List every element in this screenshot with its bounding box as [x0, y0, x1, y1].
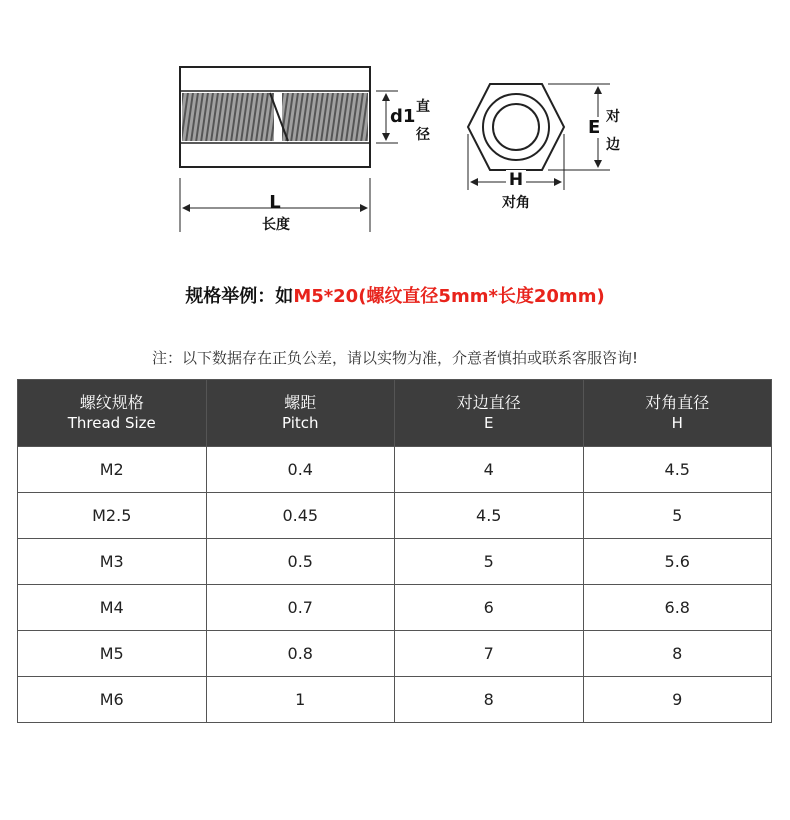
table-row — [18, 585, 772, 631]
table-cell: 8 — [583, 631, 772, 677]
table-row — [18, 447, 772, 493]
length-label: 长度 — [262, 217, 290, 233]
table-row — [18, 631, 772, 677]
spec-diagram — [0, 0, 790, 250]
header-en: Pitch — [281, 414, 319, 432]
table-cell: 6.8 — [583, 585, 772, 631]
diameter-symbol: d1 — [390, 106, 416, 127]
table-cell: M6 — [18, 677, 207, 723]
spec-example — [0, 282, 790, 308]
standoff-hex-view — [468, 84, 564, 170]
header-zh: 螺纹规格 — [79, 393, 144, 412]
table-cell: 5 — [583, 493, 772, 539]
length-symbol: L — [269, 192, 281, 213]
flat-symbol: E — [588, 117, 601, 138]
header-en: E — [484, 414, 494, 432]
table-row — [18, 539, 772, 585]
corner-label: 对角 — [502, 195, 530, 211]
diameter-label-bottom: 径 — [416, 127, 430, 143]
table-cell: 5.6 — [583, 539, 772, 585]
spec-table — [17, 379, 772, 723]
table-cell: 7 — [395, 631, 584, 677]
tolerance-note: 注：以下数据存在正负公差，请以实物为准，介意者慎拍或联系客服咨询! — [151, 349, 639, 367]
table-cell: 4.5 — [395, 493, 584, 539]
table-header-row — [18, 380, 772, 447]
table-cell: 9 — [583, 677, 772, 723]
header-zh: 对角直径 — [645, 393, 710, 412]
flat-label-bottom: 边 — [606, 137, 620, 153]
standoff-side-view — [180, 67, 370, 167]
table-cell: M3 — [18, 539, 207, 585]
header-thread-size — [18, 380, 207, 447]
header-zh: 对边直径 — [456, 393, 521, 412]
header-en: H — [671, 414, 683, 432]
header-flat-diameter — [395, 380, 584, 447]
table-cell: M2 — [18, 447, 207, 493]
flat-label-top: 对 — [606, 109, 620, 125]
table-cell: M5 — [18, 631, 207, 677]
table-row — [18, 677, 772, 723]
corner-symbol: H — [506, 170, 526, 190]
diameter-label-top: 直 — [416, 99, 430, 115]
table-cell: 0.7 — [206, 585, 395, 631]
table-cell: 0.4 — [206, 447, 395, 493]
header-en: Thread Size — [67, 414, 156, 432]
table-cell: 4 — [395, 447, 584, 493]
table-cell: 4.5 — [583, 447, 772, 493]
table-cell: 8 — [395, 677, 584, 723]
table-cell: 1 — [206, 677, 395, 723]
header-zh: 螺距 — [284, 393, 317, 412]
header-pitch — [206, 380, 395, 447]
example-highlight: M5*20(螺纹直径5mm*长度20mm) — [293, 286, 605, 307]
table-cell: 0.5 — [206, 539, 395, 585]
table-cell: 0.45 — [206, 493, 395, 539]
table-cell: M2.5 — [18, 493, 207, 539]
table-cell: 0.8 — [206, 631, 395, 677]
example-prefix: 规格举例：如 — [185, 286, 294, 307]
table-cell: 5 — [395, 539, 584, 585]
header-corner-diameter — [583, 380, 772, 447]
table-row — [18, 493, 772, 539]
table-cell: 6 — [395, 585, 584, 631]
table-cell: M4 — [18, 585, 207, 631]
